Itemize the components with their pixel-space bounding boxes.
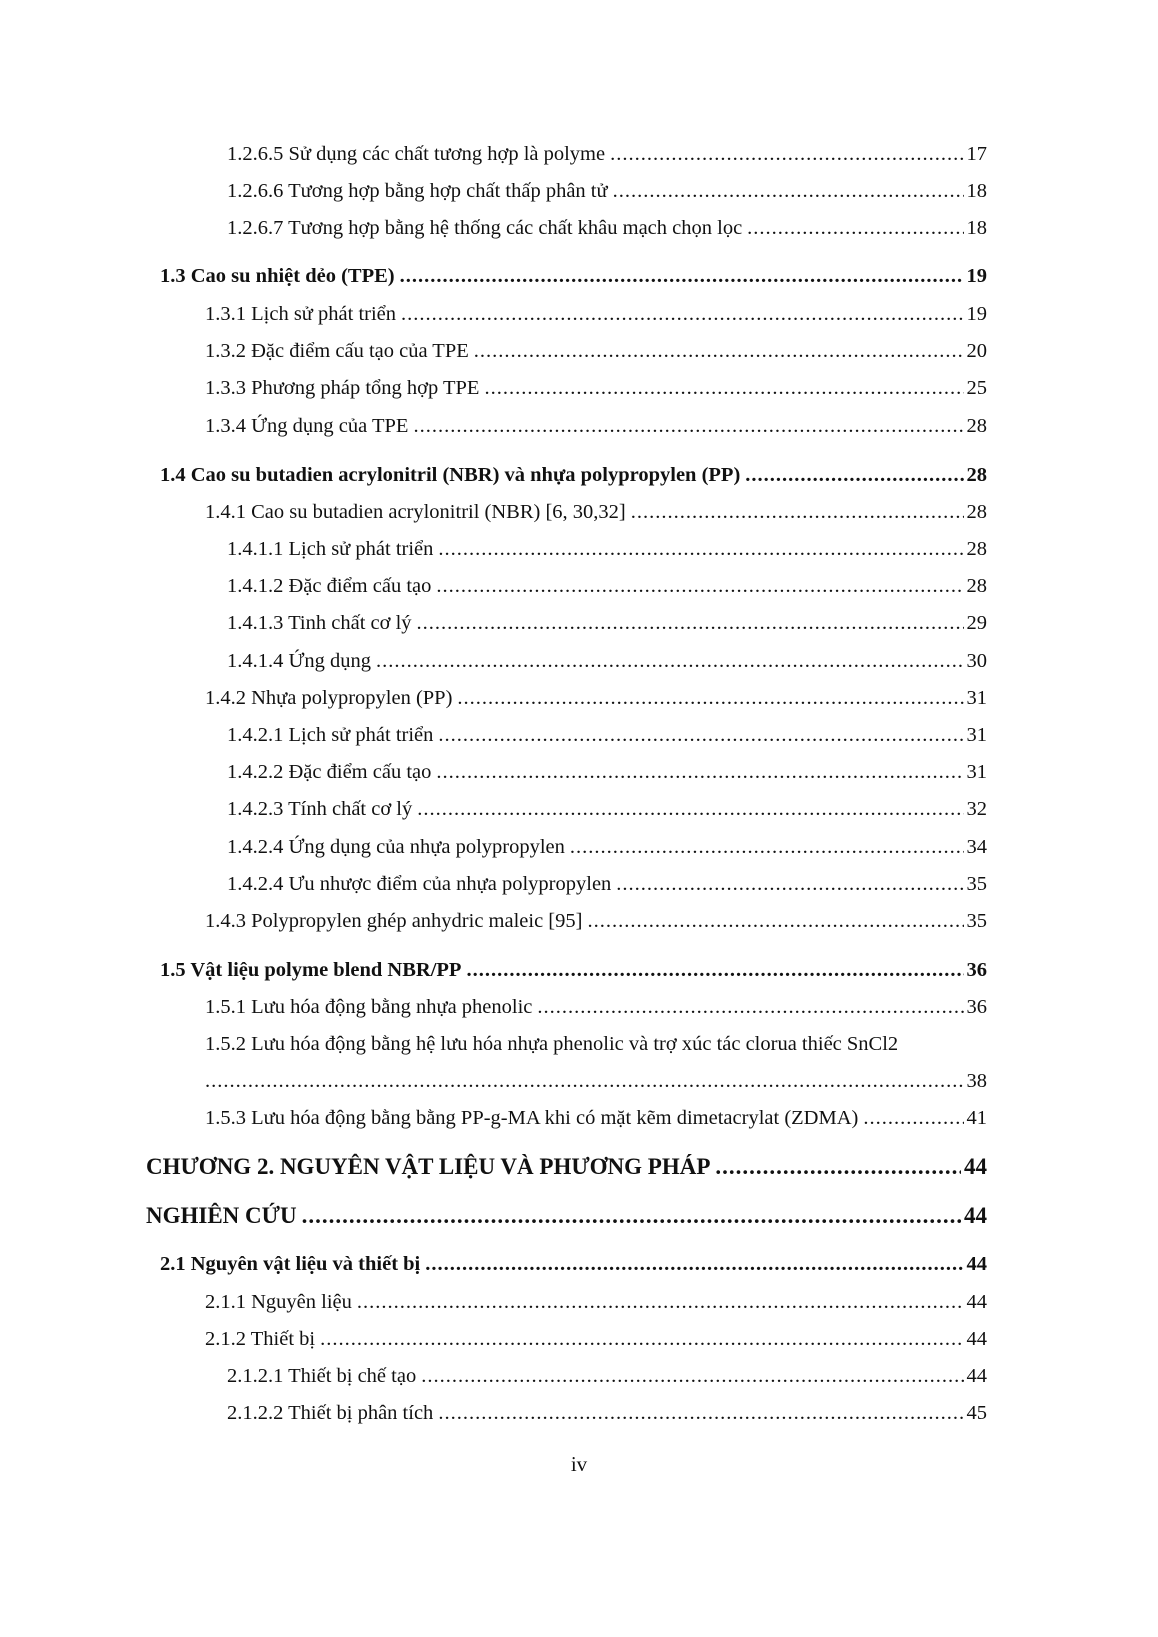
toc-entry	[205, 1291, 987, 1314]
toc-entry	[205, 687, 987, 710]
toc-entry	[227, 761, 987, 784]
toc-page: 35	[966, 873, 987, 895]
toc-wrapped-label: 1.5.2 Lưu hóa động bằng hệ lưu hóa nhựa phenolic và trợ xúc tác clorua thiếc SnCl2	[205, 1033, 899, 1055]
toc-entry	[227, 836, 987, 859]
toc-label: 1.4.2.2 Đặc điểm cấu tạo	[227, 761, 432, 783]
toc-page: 44	[964, 1154, 987, 1179]
toc-entry	[205, 1328, 987, 1351]
toc-label: NGHIÊN CỨU	[146, 1203, 297, 1228]
toc-page: 44	[966, 1253, 987, 1275]
toc-page: 25	[966, 377, 987, 399]
toc-leader	[438, 538, 963, 561]
toc-leader	[436, 575, 963, 598]
toc-page: 30	[966, 650, 987, 672]
toc-label: 1.2.6.7 Tương hợp bằng hệ thống các chất khâu mạch chọn lọc	[227, 217, 743, 239]
toc-label: 2.1.2 Thiết bị	[205, 1328, 316, 1350]
toc-page: 44	[966, 1328, 987, 1350]
toc-page: 28	[966, 415, 987, 437]
toc-label: 2.1.2.2 Thiết bị phân tích	[227, 1402, 434, 1424]
toc-leader	[474, 340, 964, 363]
toc-leader	[745, 464, 963, 487]
toc-entry	[227, 798, 987, 821]
toc-page: 19	[966, 265, 987, 287]
toc-label: 1.3.2 Đặc điểm cấu tạo của TPE	[205, 340, 469, 362]
toc-leader	[587, 910, 963, 933]
toc-label: 1.5.1 Lưu hóa động bằng nhựa phenolic	[205, 996, 533, 1018]
toc-leader	[205, 1070, 964, 1093]
toc-label: 1.4.2.4 Ứng dụng của nhựa polypropylen	[227, 836, 565, 858]
toc-page: 35	[966, 910, 987, 932]
toc-leader	[715, 1154, 961, 1180]
toc-entry	[205, 303, 987, 326]
toc-label: 2.1 Nguyên vật liệu và thiết bị	[160, 1253, 421, 1275]
toc-entry	[205, 1107, 987, 1130]
toc-leader	[425, 1253, 963, 1276]
toc-section-entry	[160, 464, 987, 487]
toc-label: 1.4.1.4 Ứng dụng	[227, 650, 372, 672]
toc-page: 44	[966, 1291, 987, 1313]
toc-label: CHƯƠNG 2. NGUYÊN VẬT LIỆU VÀ PHƯƠNG PHÁP	[146, 1154, 711, 1179]
toc-page: 31	[966, 761, 987, 783]
toc-page: 31	[966, 687, 987, 709]
toc-page: 20	[966, 340, 987, 362]
toc-leader	[537, 996, 963, 1019]
toc-label: 1.3.4 Ứng dụng của TPE	[205, 415, 409, 437]
toc-entry	[205, 377, 987, 400]
toc-leader	[438, 724, 963, 747]
toc-page: 38	[966, 1070, 987, 1092]
toc-entry	[205, 1070, 987, 1093]
toc-leader	[376, 650, 963, 673]
toc-page: 28	[966, 501, 987, 523]
toc-page: 44	[964, 1203, 987, 1228]
toc-leader	[413, 415, 963, 438]
toc-label: 1.3.1 Lịch sử phát triển	[205, 303, 397, 325]
page-number: iv	[570, 1452, 588, 1476]
toc-label: 1.5.3 Lưu hóa động bằng bằng PP-g-MA khi có mặt kẽm dimetacrylat (ZDMA)	[205, 1107, 859, 1129]
toc-label: 1.2.6.6 Tương hợp bằng hợp chất thấp phân tử	[227, 180, 608, 202]
toc-page: 36	[966, 996, 987, 1018]
toc-label: 1.4.1 Cao su butadien acrylonitril (NBR) [6, 30,32]	[205, 501, 626, 523]
toc-leader	[320, 1328, 963, 1351]
toc-leader	[747, 217, 963, 240]
toc-leader	[570, 836, 964, 859]
toc-entry	[227, 650, 987, 673]
toc-label: 1.2.6.5 Sử dụng các chất tương hợp là polyme	[227, 143, 606, 165]
toc-entry	[227, 873, 987, 896]
toc-label: 1.3 Cao su nhiệt dẻo (TPE)	[160, 265, 395, 287]
toc-page: 19	[966, 303, 987, 325]
toc-chapter-entry	[146, 1203, 987, 1229]
toc-page: 17	[966, 143, 987, 165]
toc-label: 2.1.1 Nguyên liệu	[205, 1291, 352, 1313]
toc-leader	[613, 180, 964, 203]
toc-label: 2.1.2.1 Thiết bị chế tạo	[227, 1365, 417, 1387]
toc-entry	[205, 340, 987, 363]
toc-entry	[227, 724, 987, 747]
toc-label: 1.4.2.4 Ưu nhược điểm của nhựa polypropylen	[227, 873, 612, 895]
toc-entry	[227, 1365, 987, 1388]
toc-page: 36	[966, 959, 987, 981]
toc-leader	[417, 612, 964, 635]
toc-leader	[400, 265, 964, 288]
toc-leader	[438, 1402, 963, 1425]
toc-page: 28	[966, 538, 987, 560]
toc-entry	[227, 143, 987, 166]
toc-label: 1.4 Cao su butadien acrylonitril (NBR) và nhựa polypropylen (PP)	[160, 464, 741, 486]
toc-label: 1.4.2.3 Tính chất cơ lý	[227, 798, 413, 820]
toc-leader	[401, 303, 963, 326]
toc-label: 1.3.3 Phương pháp tổng hợp TPE	[205, 377, 480, 399]
toc-entry	[205, 415, 987, 438]
toc-page: 34	[966, 836, 987, 858]
toc-label: 1.5 Vật liệu polyme blend NBR/PP	[160, 959, 462, 981]
toc-page: 41	[966, 1107, 987, 1129]
toc-section-entry	[160, 1253, 987, 1276]
toc-label: 1.4.1.2 Đặc điểm cấu tạo	[227, 575, 432, 597]
toc-leader	[616, 873, 963, 896]
toc-label: 1.4.2.1 Lịch sử phát triển	[227, 724, 434, 746]
toc-entry	[227, 180, 987, 203]
toc-leader	[457, 687, 963, 710]
toc-leader	[484, 377, 963, 400]
toc-label: 1.4.1.1 Lịch sử phát triển	[227, 538, 434, 560]
toc-leader	[863, 1107, 963, 1130]
toc-label: 1.4.2 Nhựa polypropylen (PP)	[205, 687, 453, 709]
toc-chapter-entry	[146, 1154, 987, 1180]
toc-label: 1.4.3 Polypropylen ghép anhydric maleic [95]	[205, 910, 583, 932]
toc-page: 18	[966, 180, 987, 202]
toc-entry	[227, 217, 987, 240]
toc-leader	[421, 1365, 963, 1388]
toc-label: 1.4.1.3 Tinh chất cơ lý	[227, 612, 412, 634]
toc-entry	[227, 1402, 987, 1425]
toc-entry	[205, 910, 987, 933]
toc-leader	[417, 798, 963, 821]
toc-leader	[302, 1203, 961, 1229]
toc-page: 32	[966, 798, 987, 820]
toc-entry	[227, 612, 987, 635]
toc-section-entry	[160, 265, 987, 288]
toc-leader	[631, 501, 964, 524]
toc-leader	[436, 761, 963, 784]
toc-page: 28	[966, 575, 987, 597]
toc-entry	[205, 501, 987, 524]
toc-page: 31	[966, 724, 987, 746]
toc-page: 29	[966, 612, 987, 634]
toc-entry	[227, 575, 987, 598]
toc-leader	[610, 143, 963, 166]
toc-entry	[227, 538, 987, 561]
toc-leader	[357, 1291, 964, 1314]
toc-page: 28	[966, 464, 987, 486]
toc-entry	[205, 996, 987, 1019]
toc-section-entry	[160, 959, 987, 982]
toc-page: 45	[966, 1402, 987, 1424]
toc-page: 18	[966, 217, 987, 239]
toc-leader	[466, 959, 963, 982]
toc-page: 44	[966, 1365, 987, 1387]
